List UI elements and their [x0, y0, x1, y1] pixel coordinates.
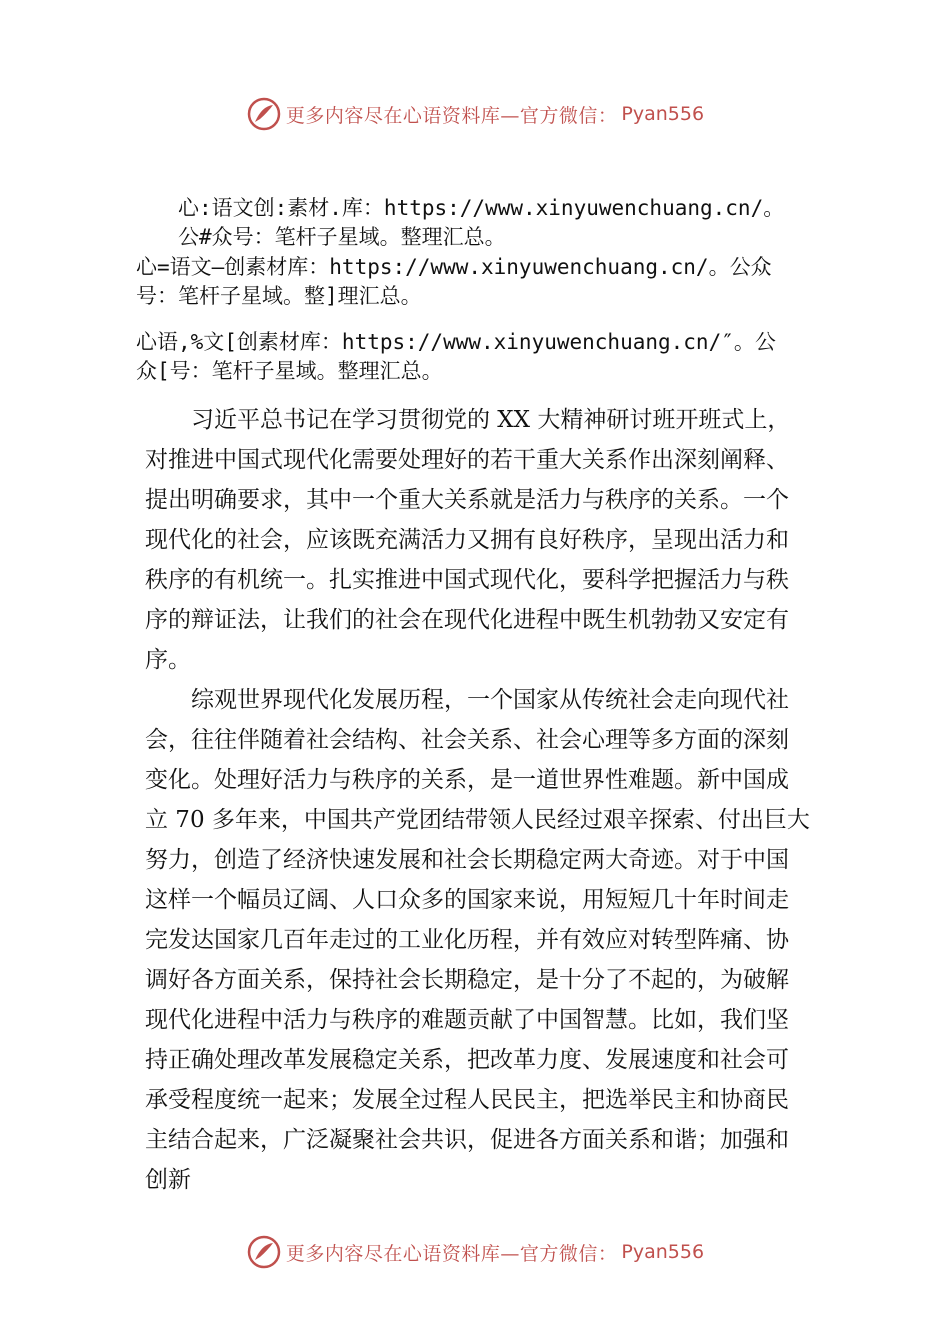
watermark-line: 心=语文—创素材库：https://www.xinyuwenchuang.cn/。公众: [136, 255, 772, 279]
watermark-line: 号：笔杆子星域。整]理汇总。: [136, 284, 422, 308]
wechat-id: Pyan556: [621, 1241, 705, 1263]
banner-text: 更多内容尽在心语资料库—官方微信：: [285, 104, 618, 127]
watermark-line: 公#众号：笔杆子星域。整理汇总。: [178, 225, 506, 249]
watermark-line: 心语,%文[创素材库：https://www.xinyuwenchuang.cn/″。公: [136, 330, 776, 354]
watermark-line: 众[号：笔杆子星域。整理汇总。: [136, 359, 443, 383]
banner-text: 更多内容尽在心语资料库—官方微信：: [285, 1242, 618, 1265]
footer-watermark-banner: [0, 1232, 950, 1272]
paragraph: 综观世界现代化发展历程，一个国家从传统社会走向现代社会，往往伴随着社会结构、社会关系、社会心理等多方面的深刻变化。处理好活力与秩序的关系，是一道世界性难题。新中国成立 70 多年来，中国共产党团结带领人民经过艰辛探索、付出巨大努力，创造了经济快速发展和社会长期稳定两大奇迹。对于中国这样一个幅员辽阔、人口众多的国家来说，用短短几十年时间走完发达国家几百年走过的工业化历程，并有效应对转型阵痛、协调好各方面关系，保持社会长期稳定，是十分了不起的，为破解现代化进程中活力与秩序的难题贡献了中国智慧。比如，我们坚持正确处理改革发展稳定关系，把改革力度、发展速度和社会可承受程度统一起来；发展全过程人民民主，把选举民主和协商民主结合起来，广泛凝聚社会共识，促进各方面关系和谐；加强和创新: [145, 687, 810, 1193]
pen-logo-icon: [246, 96, 282, 132]
article-body: [145, 400, 810, 1200]
header-watermark-banner: [0, 94, 950, 134]
wechat-id: Pyan556: [621, 103, 705, 125]
pen-logo-icon: [246, 1234, 282, 1270]
watermark-line: 心:语文创:素材.库：https://www.xinyuwenchuang.cn/。: [178, 196, 785, 220]
paragraph: 习近平总书记在学习贯彻党的 XX 大精神研讨班开班式上，对推进中国式现代化需要处理好的若干重大关系作出深刻阐释、提出明确要求，其中一个重大关系就是活力与秩序的关系。一个现代化的社会，应该既充满活力又拥有良好秩序，呈现出活力和秩序的有机统一。扎实推进中国式现代化，要科学把握活力与秩序的辩证法，让我们的社会在现代化进程中既生机勃勃又安定有序。: [145, 407, 791, 673]
